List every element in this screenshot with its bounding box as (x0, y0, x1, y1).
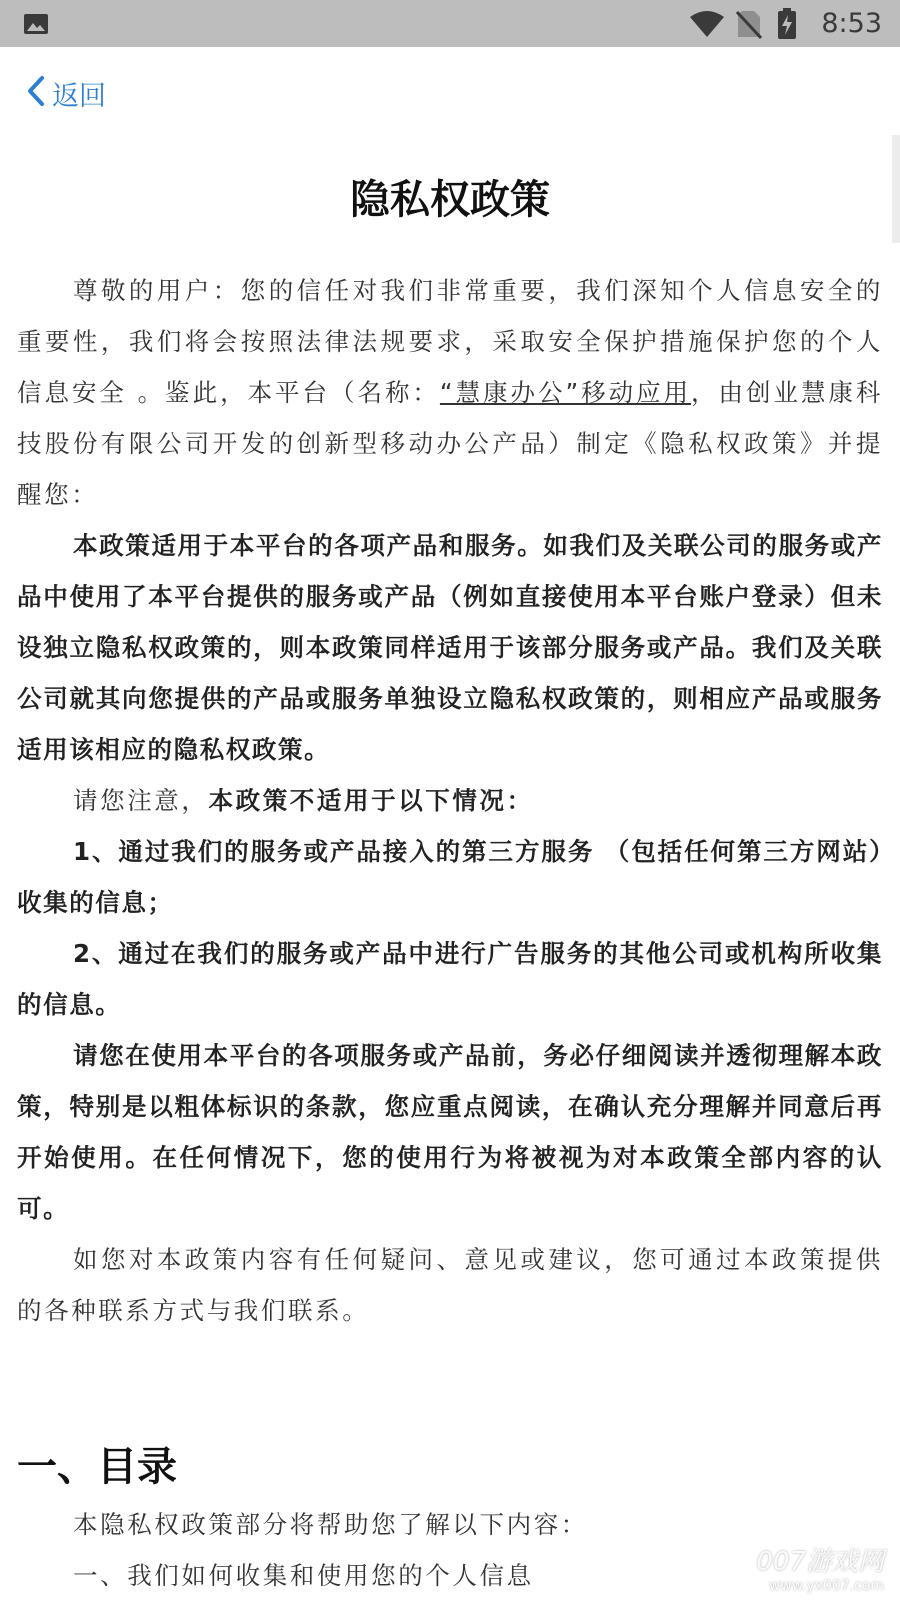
watermark-logo (756, 1541, 884, 1594)
wifi-icon (688, 0, 726, 47)
watermark-url: www.yx007.com (768, 1578, 884, 1594)
scope-paragraph: 本政策适用于本平台的各项产品和服务。如我们及关联公司的服务或产品中使用了本平台提供的服务或产品（例如直接使用本平台账户登录）但未设独立隐私权政策的，则本政策同样适用于该部分服务或产品。我们及关联公司就其向您提供的产品或服务单独设立隐私权政策的，则相应产品或服务适用该相应的隐私权政策。 (17, 531, 883, 764)
intro-text-after: ，由创业慧康科技股份有限公司开发的创新型移动办公产品）制定《隐私权政策》并提醒您： (17, 378, 883, 509)
section-spacer (17, 1336, 883, 1437)
section-heading: 一、目录 (17, 1444, 177, 1490)
exclusion-item-1: 1、通过我们的服务或产品接入的第三方服务 （包括任何第三方网站）收集的信息； (17, 837, 883, 917)
notice-paragraph (17, 775, 883, 826)
policy-content (17, 139, 883, 1601)
contact-paragraph: 如您对本政策内容有任何疑问、意见或建议，您可通过本政策提供的各种联系方式与我们联系。 (17, 1245, 883, 1325)
watermark-main: 007游戏网 (756, 1547, 884, 1577)
page-title: 隐私权政策 (350, 177, 550, 223)
notice-text: 请您注意， (73, 786, 209, 815)
no-sim-icon (734, 0, 764, 47)
image-icon (22, 0, 50, 47)
toc-item: 一、我们如何收集和使用您的个人信息 (73, 1561, 534, 1590)
status-bar (0, 0, 900, 47)
intro-paragraph (17, 265, 883, 520)
back-button[interactable] (26, 73, 106, 113)
scrollbar[interactable] (892, 135, 900, 243)
chevron-left-icon (26, 75, 46, 111)
exclusion-item-2: 2、通过在我们的服务或产品中进行广告服务的其他公司或机构所收集的信息。 (17, 939, 883, 1019)
nav-bar (0, 47, 900, 139)
status-time: 8:53 (821, 8, 882, 39)
app-name-link[interactable]: “慧康办公”移动应用 (439, 378, 692, 407)
notice-bold-text: 本政策不适用于以下情况： (208, 786, 534, 815)
intro-text-before: 尊敬的用户：您的信任对我们非常重要，我们深知个人信息安全的重要性，我们将会按照法律法规要求，采取安全保护措施保护您的个人信息安全 。鉴此，本平台（名称： (17, 276, 883, 407)
toc-lead: 本隐私权政策部分将帮助您了解以下内容： (73, 1510, 588, 1539)
back-label: 返回 (52, 80, 106, 112)
read-carefully-paragraph: 请您在使用本平台的各项服务或产品前，务必仔细阅读并透彻理解本政策，特别是以粗体标识的条款，您应重点阅读，在确认充分理解并同意后再开始使用。在任何情况下，您的使用行为将被视为对本政策全部内容的认可。 (17, 1041, 883, 1223)
battery-charging-icon (776, 0, 798, 47)
